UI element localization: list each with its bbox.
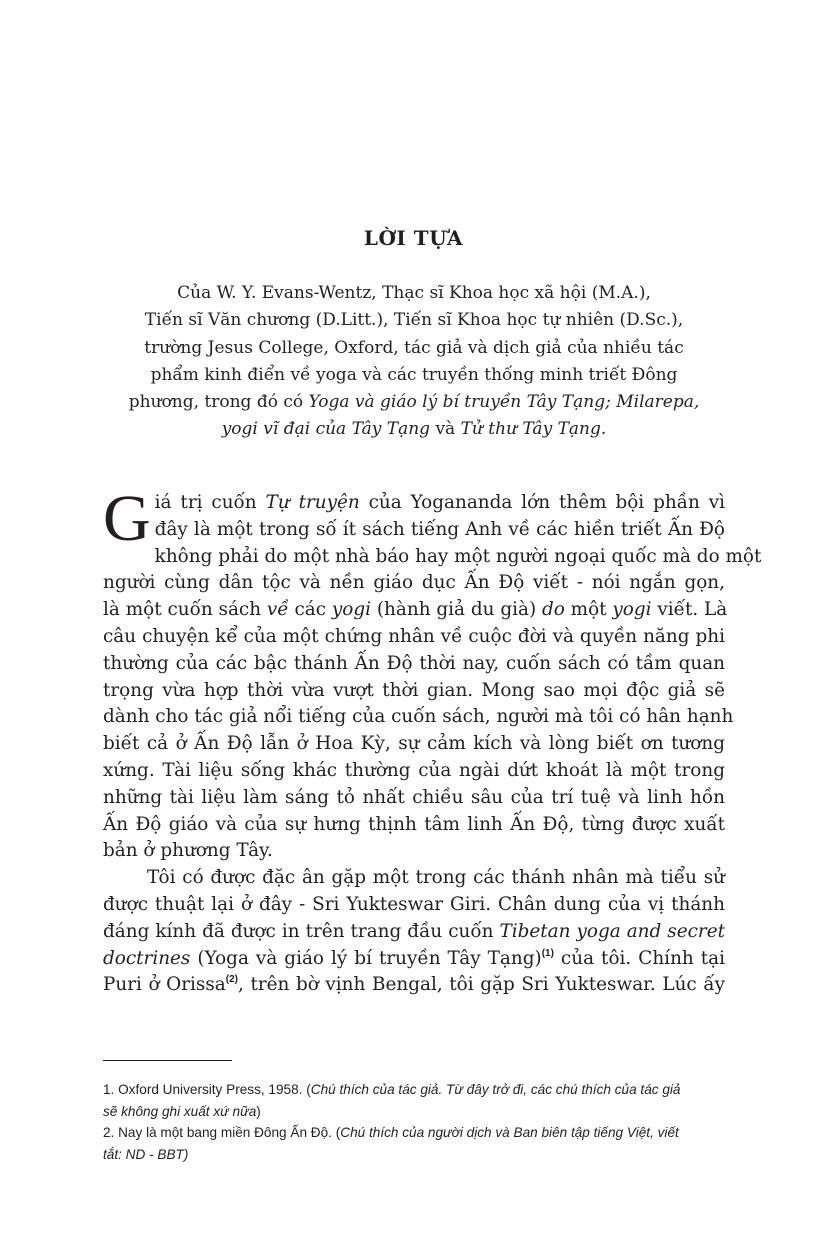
intro-text: và bbox=[430, 419, 461, 440]
body-line: thường của các bậc thánh Ấn Độ thời nay, cuốn sách có tầm quan bbox=[103, 652, 725, 674]
body-line: những tài liệu làm sáng tỏ nhất chiều sâu của trí tuệ và linh hồn bbox=[103, 786, 725, 808]
body-line: trọng vừa hợp thời vừa vượt thời gian. Mong sao mọi độc giả sẽ bbox=[103, 679, 725, 701]
book-title-italic: Yoga và giáo lý bí truyền Tây Tạng; Milarepa, bbox=[308, 392, 700, 413]
body-line: Ấn Độ giáo và của sự hưng thịnh tâm linh Ấn Độ, từng được xuất bbox=[103, 813, 725, 835]
footnote-line bbox=[103, 1101, 725, 1123]
body-text: một bbox=[564, 599, 613, 621]
footnote-italic: tắt: ND - BBT) bbox=[103, 1146, 189, 1162]
preface-body bbox=[103, 482, 762, 999]
body-text: của tôi. Chính tại bbox=[553, 947, 726, 969]
body-line: dành cho tác giả nổi tiếng của cuốn sách, người mà tôi có hân hạnh bbox=[103, 706, 734, 728]
footnote-italic: sẽ không ghi xuất xứ nữa bbox=[103, 1103, 257, 1119]
body-line: đây là một trong số ít sách tiếng Anh về các hiền triết Ấn Độ bbox=[154, 518, 725, 540]
drop-cap: G bbox=[103, 482, 151, 555]
footnote-text: 2. Nay là một bang miền Đông Ấn Độ. ( bbox=[103, 1125, 341, 1140]
footnote-line bbox=[103, 1122, 725, 1144]
footnote-marker: (2) bbox=[225, 974, 238, 986]
footnote-text: 1. Oxford University Press, 1958. ( bbox=[103, 1082, 311, 1097]
footnote-marker: (1) bbox=[541, 947, 554, 959]
body-text: (hành giả du già) bbox=[371, 599, 542, 621]
body-line bbox=[103, 946, 725, 973]
italic-text: Tự truyện bbox=[265, 492, 360, 513]
italic-text: về bbox=[266, 599, 289, 621]
footnote-line bbox=[103, 1079, 725, 1101]
body-line bbox=[103, 490, 725, 517]
footnote-italic: Chú thích của tác giả. Từ đây trở đi, các chú thích của tác giả bbox=[310, 1082, 681, 1097]
footnotes bbox=[103, 1079, 725, 1165]
page-title: LỜI TỰA bbox=[363, 226, 464, 250]
italic-text: yogi bbox=[331, 599, 372, 621]
author-introduction bbox=[103, 280, 725, 444]
body-text: đáng kính đã được in trên trang đầu cuốn bbox=[103, 920, 500, 942]
body-line: bản ở phương Tây. bbox=[103, 840, 273, 862]
italic-text: do bbox=[541, 599, 565, 621]
body-text: (Yoga và giáo lý bí truyền Tây Tạng) bbox=[190, 947, 542, 969]
footnote-italic: Chú thích của người dịch và Ban biên tập tiếng Việt, viết bbox=[340, 1125, 679, 1140]
footnote-text: ) bbox=[256, 1103, 261, 1119]
body-line: được thuật lại ở đây - Sri Yukteswar Giri. Chân dung của vị thánh bbox=[103, 893, 725, 915]
body-line: người cùng dân tộc và nền giáo dục Ấn Độ viết - nói ngắn gọn, bbox=[103, 572, 725, 594]
intro-line: trường Jesus College, Oxford, tác giả và dịch giả của nhiều tác bbox=[144, 337, 684, 358]
body-text: iá trị cuốn bbox=[154, 492, 266, 513]
intro-line: phẩm kinh điển về yoga và các truyền thống minh triết Đông bbox=[150, 364, 678, 385]
intro-line bbox=[103, 416, 725, 443]
intro-line: Tiến sĩ Văn chương (D.Litt.), Tiến sĩ Khoa học tự nhiên (D.Sc.), bbox=[144, 310, 684, 331]
intro-line bbox=[103, 389, 725, 416]
book-title-italic: yogi vĩ đại của Tây Tạng bbox=[221, 419, 431, 440]
body-line bbox=[103, 919, 725, 946]
body-text: của Yogananda lớn thêm bội phần vì bbox=[359, 492, 726, 513]
body-line: biết cả ở Ấn Độ lẫn ở Hoa Kỳ, sự cảm kích và lòng biết ơn tương bbox=[103, 733, 725, 755]
body-text: , trên bờ vịnh Bengal, tôi gặp Sri Yukteswar. Lúc ấy bbox=[238, 974, 725, 996]
body-line: xứng. Tài liệu sống khác thường của ngài dứt khoát là một trong bbox=[103, 759, 725, 781]
body-text: các bbox=[288, 599, 332, 621]
intro-line: Của W. Y. Evans-Wentz, Thạc sĩ Khoa học xã hội (M.A.), bbox=[177, 283, 651, 303]
italic-text: Tibetan yoga and secret bbox=[499, 920, 725, 942]
italic-text: doctrines bbox=[103, 947, 191, 969]
intro-text: phương, trong đó có bbox=[128, 392, 309, 413]
footnote-line bbox=[103, 1144, 725, 1166]
book-title-italic: Tử thư Tây Tạng. bbox=[460, 419, 607, 440]
italic-text: yogi bbox=[612, 599, 652, 621]
body-line: Tôi có được đặc ân gặp một trong các thánh nhân mà tiểu sử bbox=[147, 867, 725, 889]
body-line: câu chuyện kể của một chứng nhân về cuộc đời và quyền năng phi bbox=[103, 625, 725, 647]
body-line bbox=[103, 597, 728, 624]
body-text: Puri ở Orissa bbox=[103, 974, 226, 996]
footnote-divider bbox=[103, 1060, 232, 1061]
body-text: là một cuốn sách bbox=[103, 599, 267, 621]
body-line: không phải do một nhà báo hay một người ngoại quốc mà do một bbox=[154, 545, 762, 567]
body-text: viết. Là bbox=[651, 599, 728, 621]
body-line bbox=[103, 972, 725, 999]
